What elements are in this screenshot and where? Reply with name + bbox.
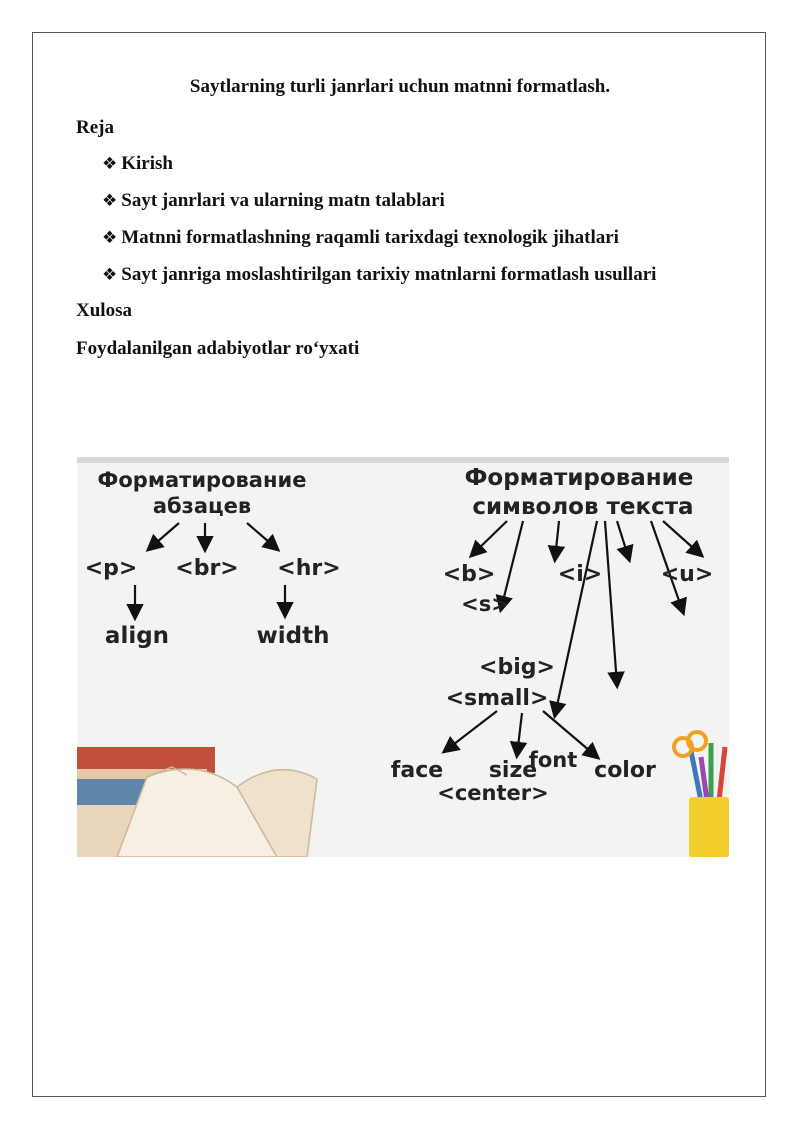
plan-item: ❖ Kirish [102,153,173,174]
tag-i: <i> [557,562,603,587]
document-title: Saytlarning turli janrlari uchun matnni formatlash. [189,76,611,97]
left-heading-line2: абзацев [152,494,252,518]
plan-item: ❖ Sayt janriga moslashtirilgan tarixiy matnlarni formatlash usullari [102,264,657,285]
tag-b: <b> [442,562,496,587]
attr-width: width [256,623,330,649]
references-heading: Foydalanilgan adabiyotlar ro‘yxati [76,338,360,359]
left-heading-line1: Форматирование [97,468,307,492]
tag-p: <p> [84,556,138,581]
plan-item: ❖ Matnni formatlashning raqamli tarixdagi texnologik jihatlari [102,227,619,248]
attr-size: size [488,758,538,783]
tag-br: <br> [175,556,239,581]
conclusion-heading: Xulosa [76,300,132,321]
tag-font: font [528,748,578,772]
tag-small: <small> [445,686,549,711]
bullet-diamond-icon: ❖ [102,191,118,211]
attr-align: align [104,623,170,649]
tag-u: <u> [660,562,714,587]
tag-hr: <hr> [277,556,341,581]
attr-face: face [390,758,444,783]
tag-s: <s> [461,592,509,616]
right-heading-line1: Форматирование [464,465,694,491]
formatting-diagram-image [77,457,729,857]
attr-color: color [594,758,656,783]
bullet-diamond-icon: ❖ [102,265,118,285]
bullet-diamond-icon: ❖ [102,228,118,248]
plan-heading: Reja [76,117,114,138]
tag-center: <center> [437,781,549,805]
tag-big: <big> [479,655,555,680]
plan-item: ❖ Sayt janrlari va ularning matn talablari [102,190,445,211]
right-heading-line2: символов текста [472,494,694,520]
bullet-diamond-icon: ❖ [102,154,118,174]
